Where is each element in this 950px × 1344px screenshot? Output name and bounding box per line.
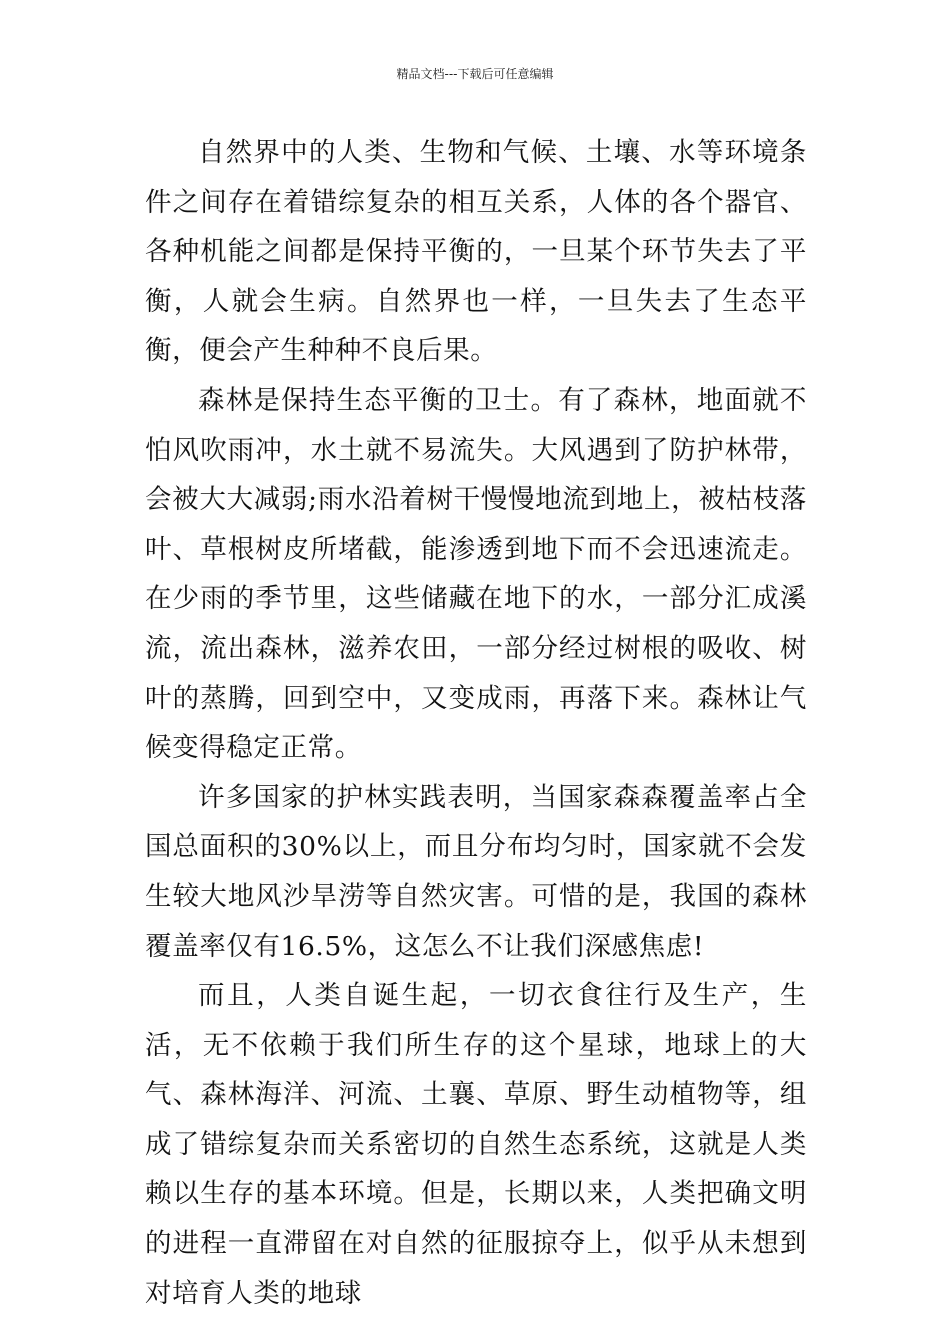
paragraph-forest-guardian: 森林是保持生态平衡的卫士。有了森林，地面就不怕风吹雨冲，水土就不易流失。大风遇到了防护林带，会被大大减弱;雨水沿着树干慢慢地流到地上，被枯枝落叶、草根树皮所堵截，能渗透到地下而不会迅速流走。在少雨的季节里，这些储藏在地下的水，一部分汇成溪流，流出森林，滋养农田，一部分经过树根的吸收、树叶的蒸腾，回到空中，又变成雨，再落下来。森林让气候变得稳定正常。 xyxy=(145,384,807,764)
paragraph-human-environment: 而且，人类自诞生起，一切衣食往行及生产，生活，无不依赖于我们所生存的这个星球，地球上的大气、森林海洋、河流、土襄、草原、野生动植物等，组成了错综复杂而关系密切的自然生态系统，这就是人类赖以生存的基本环境。但是，长期以来，人类把确文明的进程一直滞留在对自然的征服掠夺上，似乎从未想到对培育人类的地球 xyxy=(145,980,807,1309)
document-body xyxy=(145,128,807,1318)
paragraph-forest-coverage: 许多国家的护林实践表明，当国家森森覆盖率占全国总面积的30%以上，而且分布均匀时，国家就不会发生较大地风沙旱涝等自然灾害。可惜的是，我国的森林覆盖率仅有16.5%，这怎么不让我们深感焦虑! xyxy=(145,781,807,962)
paragraph-ecology-balance: 自然界中的人类、生物和气候、土壤、水等环境条件之间存在着错综复杂的相互关系，人体的各个器官、各种机能之间都是保持平衡的，一旦某个环节失去了平衡，人就会生病。自然界也一样，一旦失去了生态平衡，便会产生种种不良后果。 xyxy=(145,137,807,367)
page-header: 精品文档---下载后可任意编辑 xyxy=(396,67,554,81)
